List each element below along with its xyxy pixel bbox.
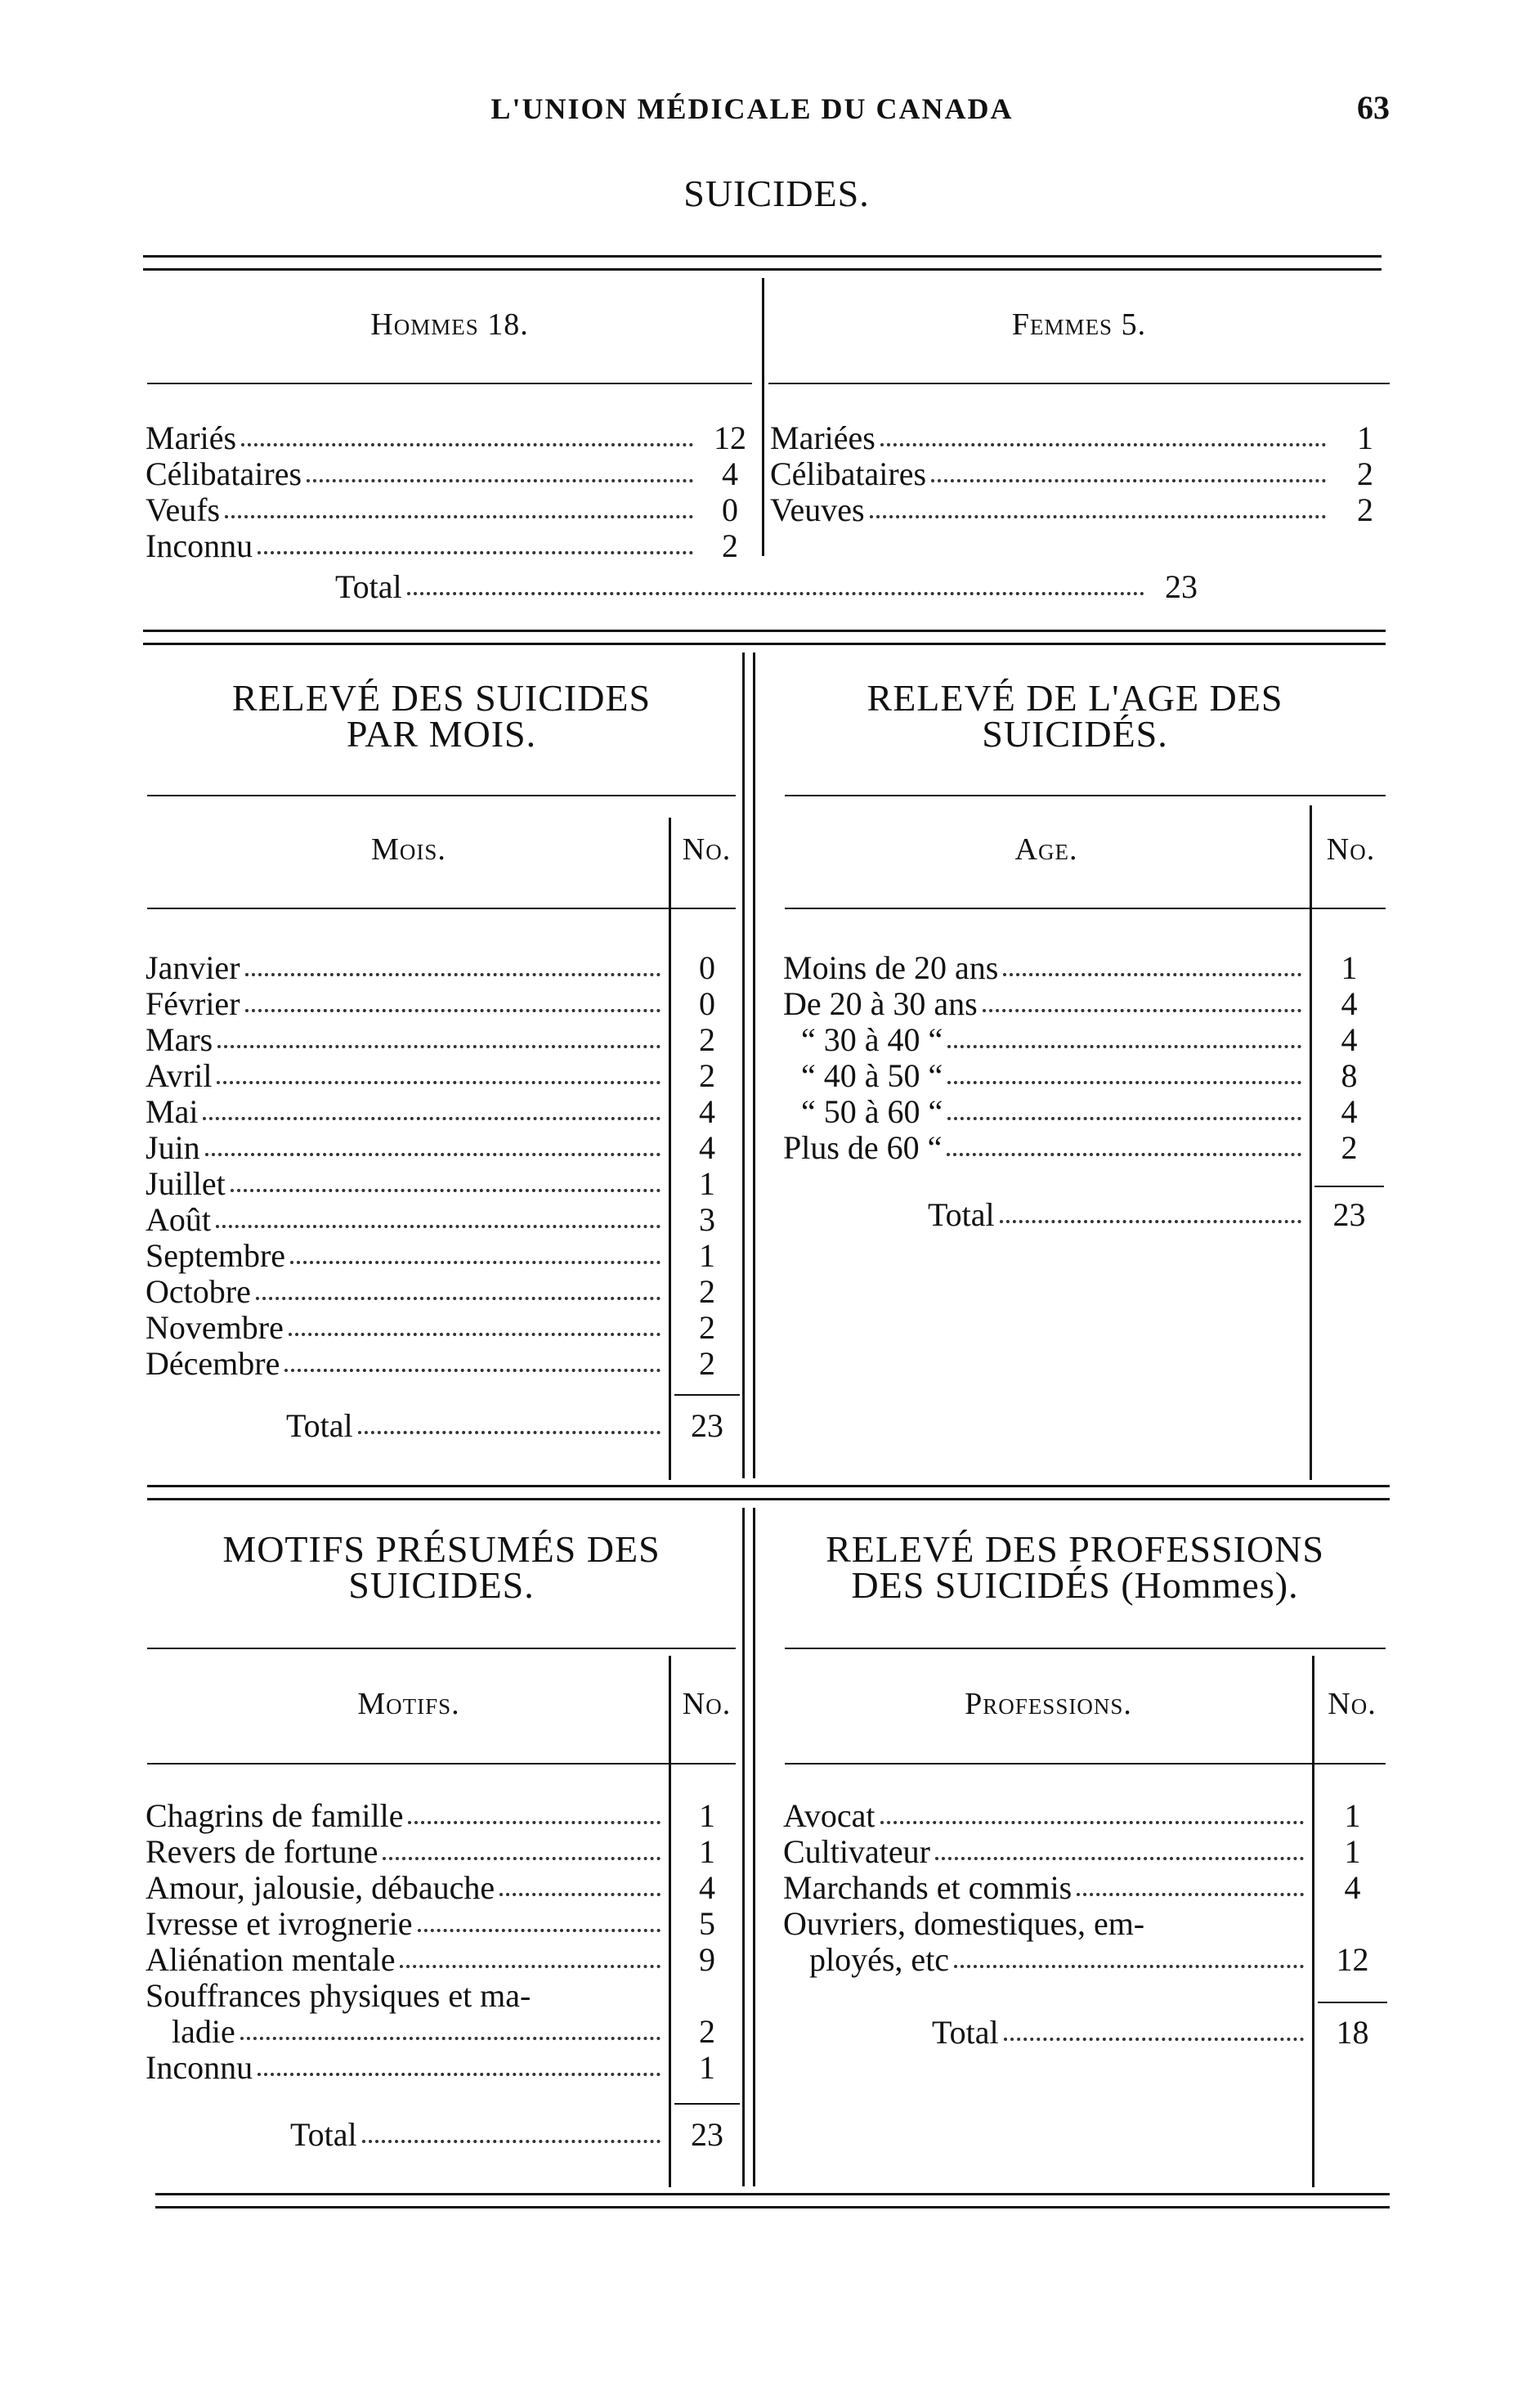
month-row [146,1347,669,1381]
leader-dots [217,1059,661,1084]
month-col-no: No. [682,832,732,867]
age-row [783,1131,1310,1165]
motive-row [146,1979,669,2013]
month-value: 2 [699,1309,715,1346]
leader-dots [947,1059,1301,1084]
age-value: 4 [1341,1093,1358,1130]
month-row [146,1203,669,1237]
no-column-rule [669,1656,671,2187]
leader-dots [225,493,693,518]
running-header: L'UNION MÉDICALE DU CANADA [490,92,1014,125]
leader-dots [257,2051,661,2076]
page-number: 63 [1357,89,1390,126]
month-row [146,1275,669,1309]
profession-row [783,1835,1312,1869]
motive-label: Ivresse et ivrognerie [146,1905,413,1942]
month-row [146,987,669,1021]
month-row [146,1095,669,1129]
age-row [783,951,1310,985]
leader-dots [245,987,661,1012]
men-value: 12 [714,419,746,456]
men-value: 0 [722,491,738,528]
leader-dots [954,1943,1304,1968]
men-row [146,457,701,491]
women-row [770,421,1334,455]
leader-dots [245,951,661,976]
leader-dots [216,1203,661,1228]
motive-value: 1 [699,2049,715,2086]
women-label: Veuves [770,491,865,528]
motive-label: Aliénation mentale [146,1941,396,1978]
age-label: Plus de 60 “ [783,1129,943,1166]
column-divider [762,278,764,556]
motive-value: 9 [699,1941,715,1978]
total-rule [1314,1186,1384,1187]
column-divider [742,652,745,1478]
month-row [146,1239,669,1273]
leader-dots [1004,2016,1304,2041]
total-rule [674,1394,740,1396]
month-value: 2 [699,1273,715,1310]
rule [155,2193,1390,2195]
profession-row [783,1799,1312,1833]
men-value: 2 [722,527,738,564]
month-value: 4 [699,1129,715,1166]
month-label: Mai [146,1093,199,1130]
age-section-title [764,677,1386,755]
month-value: 2 [699,1057,715,1094]
rule [785,1648,1386,1649]
women-label: Célibataires [770,455,927,492]
profession-row [783,1943,1312,1977]
leader-dots [418,1907,661,1932]
rule [147,908,736,909]
professions-section-title [764,1528,1386,1606]
motives-title-line1: MOTIFS PRÉSUMÉS DES [222,1528,661,1570]
profession-label: Marchands et commis [783,1869,1073,1906]
month-label: Août [146,1201,211,1238]
leader-dots [257,529,693,554]
age-label: Moins de 20 ans [783,949,999,986]
motive-row [146,1943,669,1977]
motives-title-line2: SUICIDES. [348,1564,535,1606]
month-value: 3 [699,1201,715,1238]
leader-dots [1003,951,1301,976]
motive-label: Revers de fortune [146,1833,378,1870]
motive-value: 2 [699,2013,715,2050]
month-label: Mars [146,1021,213,1058]
women-value: 2 [1357,491,1373,528]
leader-dots [935,1835,1304,1860]
no-column-rule [669,818,671,1480]
rule [143,268,1382,271]
age-title-line2: SUICIDÉS. [982,713,1168,755]
month-value: 4 [699,1093,715,1130]
motive-label: Souffrances physiques et ma- [146,1977,531,2014]
month-total-label: Total [286,1407,353,1444]
profession-label: Avocat [783,1797,875,1834]
rule [147,1485,1390,1487]
men-heading: Hommes 18. [370,307,529,342]
leader-dots [383,1835,661,1860]
age-col-label: Age. [1014,832,1078,867]
profession-label: Ouvriers, domestiques, em- [783,1905,1145,1942]
women-row [770,457,1334,491]
men-label: Célibataires [146,455,302,492]
leader-dots [231,1167,661,1192]
professions-total-row [932,2016,1312,2050]
rule [143,255,1382,258]
motives-total-row [290,2118,669,2152]
leader-dots [358,1409,661,1434]
month-title-line1: RELEVÉ DES SUICIDES [231,677,652,719]
motives-total-label: Total [290,2116,357,2153]
professions-col-no: No. [1328,1687,1377,1721]
no-column-rule [1310,805,1312,1480]
profession-row [783,1907,1312,1941]
motive-value: 1 [699,1797,715,1834]
no-column-rule [1312,1656,1314,2187]
age-value: 1 [1341,949,1358,986]
age-row [783,987,1310,1021]
leader-dots [289,1311,661,1336]
month-label: Octobre [146,1273,251,1310]
leader-dots [400,1943,661,1968]
month-label: Février [146,985,240,1022]
rule [147,1498,1390,1500]
age-total-value: 23 [1332,1196,1366,1233]
rule [143,630,1386,632]
rule [785,1763,1386,1765]
leader-dots [284,1347,661,1372]
men-value: 4 [722,455,738,492]
leader-dots [983,987,1301,1012]
rule [147,795,736,796]
professions-total-value: 18 [1336,2014,1369,2051]
profession-value: 12 [1336,1941,1369,1978]
men-row [146,493,701,527]
leader-dots [217,1023,661,1048]
month-value: 0 [699,949,715,986]
leader-dots [408,1799,661,1824]
motive-row [146,1799,669,1833]
month-label: Décembre [146,1345,280,1382]
men-row [146,529,701,563]
age-label: “ 30 à 40 “ [801,1021,943,1058]
women-heading: Femmes 5. [1011,307,1147,342]
rule [768,383,1390,384]
age-label: “ 50 à 60 “ [801,1093,943,1130]
age-value: 4 [1341,985,1358,1022]
age-total-row [928,1198,1310,1232]
men-label: Inconnu [146,527,253,564]
leader-dots [203,1095,661,1120]
motive-row [146,2015,669,2049]
leader-dots [205,1131,661,1156]
leader-dots [870,493,1326,518]
leader-dots [407,570,1144,595]
summary-total-row [335,570,1153,604]
motives-total-value: 23 [691,2116,723,2153]
motives-col-label: Motifs. [357,1687,460,1721]
age-title-line1: RELEVÉ DE L'AGE DES [867,677,1283,719]
age-total-label: Total [928,1196,995,1233]
motive-label: Amour, jalousie, débauche [146,1869,495,1906]
motives-section-title [147,1528,736,1606]
month-value: 2 [699,1345,715,1382]
rule [785,795,1386,796]
leader-dots [240,2015,661,2040]
leader-dots [1077,1871,1304,1896]
age-label: “ 40 à 50 “ [801,1057,943,1094]
age-label: De 20 à 30 ans [783,985,978,1022]
month-row [146,1131,669,1165]
month-label: Novembre [146,1309,284,1346]
men-label: Veufs [146,491,221,528]
leader-dots [256,1275,661,1300]
motives-col-no: No. [682,1687,732,1721]
leader-dots [931,457,1326,482]
month-label: Juin [146,1129,200,1166]
leader-dots [241,421,693,446]
profession-row [783,1871,1312,1905]
leader-dots [499,1871,661,1896]
column-divider [753,1508,755,2186]
motive-row [146,1907,669,1941]
month-row [146,1167,669,1201]
leader-dots [1000,1198,1301,1223]
leader-dots [947,1023,1301,1048]
profession-value: 1 [1344,1833,1361,1870]
month-value: 1 [699,1165,715,1202]
rule [147,1648,736,1649]
month-section-title [147,677,736,755]
page-title: SUICIDES. [683,173,870,214]
leader-dots [307,457,693,482]
profession-label: Cultivateur [783,1833,930,1870]
leader-dots [947,1131,1301,1156]
motive-row [146,1835,669,1869]
motive-value: 1 [699,1833,715,1870]
professions-total-label: Total [932,2014,999,2051]
women-value: 1 [1357,419,1373,456]
leader-dots [880,1799,1304,1824]
men-label: Mariés [146,419,237,456]
professions-title-line1: RELEVÉ DES PROFESSIONS [826,1528,1324,1570]
leader-dots [290,1239,661,1264]
professions-col-label: Professions. [965,1687,1132,1721]
leader-dots [362,2118,661,2143]
professions-title-line2: DES SUICIDÉS (Hommes). [851,1564,1299,1606]
motive-label: Inconnu [146,2049,253,2086]
month-row [146,951,669,985]
rule [143,643,1386,645]
total-rule [674,2103,740,2105]
motive-row [146,2051,669,2085]
profession-label: ployés, etc [809,1941,950,1978]
rule [147,1763,736,1765]
rule [155,2206,1390,2208]
month-value: 0 [699,985,715,1022]
month-value: 1 [699,1237,715,1274]
column-divider [742,1508,745,2186]
month-row [146,1311,669,1345]
month-label: Avril [146,1057,213,1094]
column-divider [753,652,755,1478]
age-value: 2 [1341,1129,1358,1166]
rule [785,908,1386,909]
motive-label: ladie [172,2013,235,2050]
motive-label: Chagrins de famille [146,1797,404,1834]
age-value: 4 [1341,1021,1358,1058]
month-label: Juillet [146,1165,226,1202]
total-rule [1318,2002,1387,2003]
age-value: 8 [1341,1057,1358,1094]
profession-value: 4 [1344,1869,1361,1906]
age-col-no: No. [1326,832,1376,867]
summary-total-value: 23 [1165,568,1198,605]
motive-value: 4 [699,1869,715,1906]
men-row [146,421,701,455]
month-total-value: 23 [691,1407,723,1444]
month-total-row [286,1409,669,1443]
motive-value: 5 [699,1905,715,1942]
month-label: Janvier [146,949,240,986]
month-label: Septembre [146,1237,286,1274]
leader-dots [880,421,1326,446]
summary-total-label: Total [335,568,402,605]
month-title-line2: PAR MOIS. [346,713,537,755]
women-label: Mariées [770,419,875,456]
age-row [783,1095,1310,1129]
profession-value: 1 [1344,1797,1361,1834]
month-value: 2 [699,1021,715,1058]
motive-row [146,1871,669,1905]
month-col-label: Mois. [371,832,446,867]
age-row [783,1059,1310,1093]
leader-dots [947,1095,1301,1120]
women-value: 2 [1357,455,1373,492]
month-row [146,1059,669,1093]
age-row [783,1023,1310,1057]
month-row [146,1023,669,1057]
women-row [770,493,1334,527]
rule [147,383,752,384]
